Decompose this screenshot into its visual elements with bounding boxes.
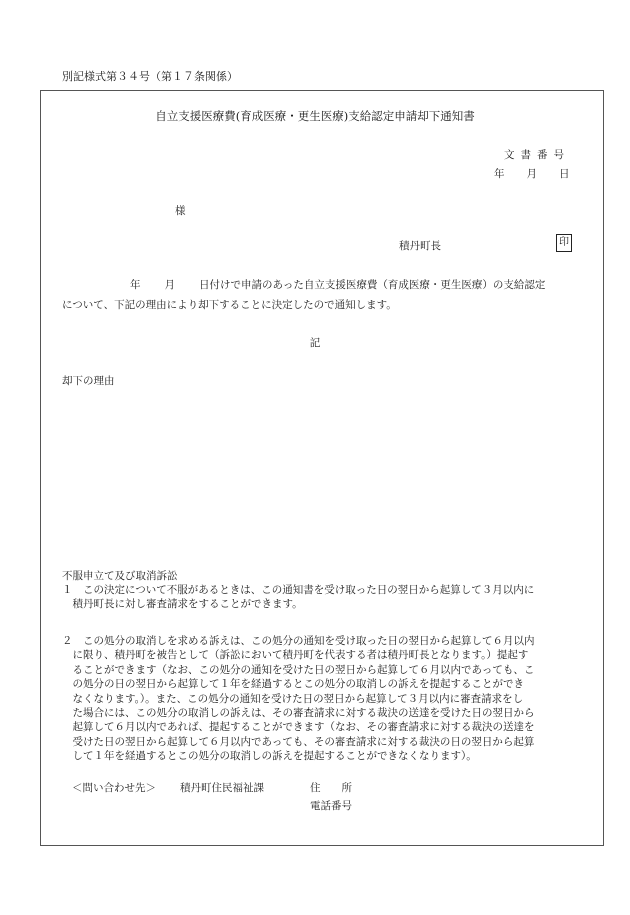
- appeal-item-line: の処分の日の翌日から起算して１年を経過するとこの処分の取消しの訴えを提起することができ: [62, 678, 524, 691]
- date-year: 年: [494, 168, 505, 180]
- document-number-label: 文書番号: [504, 149, 570, 161]
- contact-address-label: 住 所: [310, 782, 352, 794]
- ki-mark: 記: [309, 337, 321, 349]
- appeal-item-line: して１年を経過するとこの処分の取消しの訴えを提起することができなくなります）。: [62, 750, 477, 763]
- document-date: [494, 166, 570, 181]
- appeal-item-line: に限り、積丹町を被告として（訴訟において積丹町を代表する者は積丹町長となります。）提起す: [62, 649, 529, 662]
- contact-phone-label: 電話番号: [310, 800, 352, 812]
- rejection-reason-label: 却下の理由: [62, 375, 115, 387]
- appeal-item-line: なくなります。）。また、この処分の通知を受けた日の翌日から起算して３月以内に審査請求をし: [62, 692, 524, 705]
- addressee-honorific: 様: [175, 205, 186, 217]
- appeal-item-line: 受けた日の翌日から起算して６月以内であっても、その審査請求に対する裁決の日の翌日から起算: [62, 735, 535, 748]
- appeal-item-line: た場合には、この処分の取消しの訴えは、その審査請求に対する裁決の送達を受けた日の翌日から: [62, 707, 535, 720]
- body-line-1: [62, 277, 545, 292]
- body-line-2: について、下記の理由により却下することに決定したので通知します。: [62, 299, 397, 311]
- appeal-item-line: 起算して６月以内であれば、提起することができます（なお、その審査請求に対する裁決の送達を: [62, 721, 535, 734]
- appeal-item-line: ることができます（なお、この処分の通知を受けた日の翌日から起算して６月以内であっても、こ: [62, 663, 535, 676]
- appeal-item-line: 積丹町長に対し審査請求をすることができます。: [62, 598, 303, 611]
- appeal-item-line: １ この決定について不服があるときは、この通知書を受け取った日の翌日から起算して３月以内に: [62, 584, 535, 596]
- body-line-1-text: 日付けで申請のあった自立支援医療費（育成医療・更生医療）の支給認定: [199, 279, 546, 291]
- document-title: 自立支援医療費(育成医療・更生医療)支給認定申請却下通知書: [155, 109, 475, 123]
- form-number: 別記様式第３４号（第１７条関係）: [62, 70, 238, 83]
- date-month: 月: [526, 168, 537, 180]
- date-day: 日: [559, 168, 570, 180]
- issuer-name: 積丹町長: [399, 240, 441, 252]
- body-month: 月: [164, 279, 175, 291]
- appeal-item-line: ２ この処分の取消しを求める訴えは、この処分の通知を受け取った日の翌日から起算して６月以内: [62, 635, 535, 647]
- contact-department: 積丹町住民福祉課: [180, 782, 264, 794]
- appeal-heading: 不服申立て及び取消訴訟: [62, 570, 178, 582]
- seal-mark: 印: [556, 234, 572, 252]
- body-year: 年: [130, 279, 141, 291]
- contact-label: ＜問い合わせ先＞: [72, 782, 156, 794]
